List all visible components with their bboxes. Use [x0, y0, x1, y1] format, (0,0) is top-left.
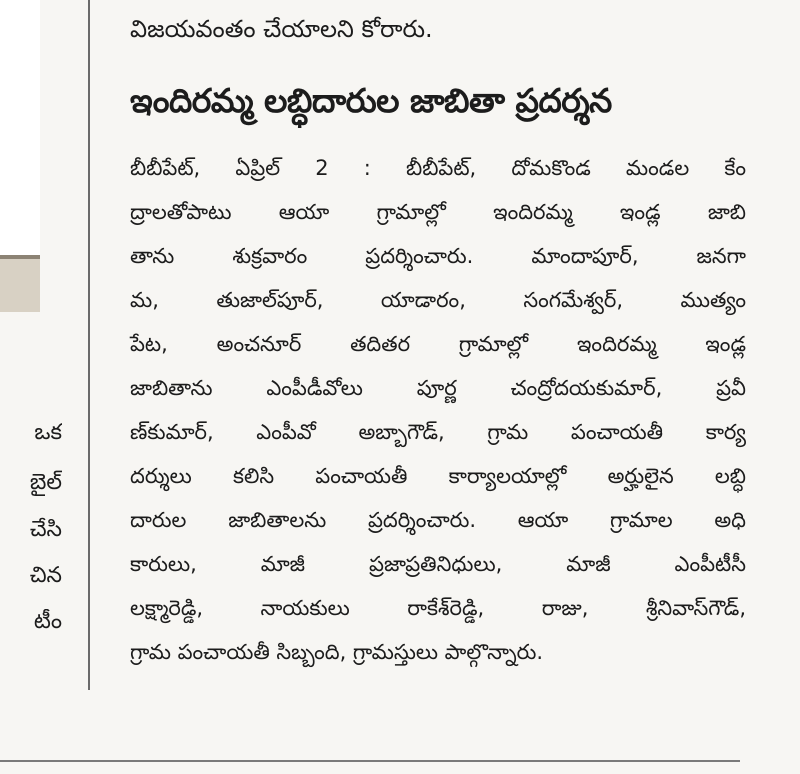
left-column-fragment: చిన [29, 563, 62, 588]
article-line: జాబితాను ఎంపీడీవోలు పూర్ణ చంద్రోదయకుమార్, ప్రవీ [130, 376, 746, 400]
left-column-fragment: టీం [33, 609, 62, 634]
photo-highlight [0, 0, 40, 259]
column-divider [88, 0, 90, 690]
left-column-fragment: చేసి [29, 517, 62, 542]
article-headline: ఇందిరమ్మ లబ్ధిదారుల జాబితా ప్రదర్శన [130, 81, 612, 120]
previous-article-last-line: విజయవంతం చేయాలని కోరారు. [130, 15, 433, 43]
article-line: పేట, అంచనూర్ తదితర గ్రామాల్లో ఇందిరమ్మ ఇండ్ల [130, 332, 746, 356]
photo-shadow [0, 259, 40, 312]
article-line: కారులు, మాజీ ప్రజాప్రతినిధులు, మాజీ ఎంపీటీసీ [130, 552, 746, 576]
left-column-fragment: ఒక [34, 420, 62, 445]
article-line: బీబీపేట్, ఏప్రిల్ 2 : బీబీపేట్, దోమకొండ మండల కేం [130, 156, 746, 180]
article-body [130, 146, 746, 674]
left-column-fragment: బైల్ [29, 470, 62, 495]
article-line: మ, తుజాల్‌పూర్, యాడారం, సంగమేశ్వర్, ముత్యం [130, 288, 746, 312]
article-line: దర్శులు కలిసి పంచాయతీ కార్యాలయాల్లో అర్హులైన లబ్ధి [130, 464, 746, 488]
article-line: లక్ష్మారెడ్డి, నాయకులు రాకేశ్‌రెడ్డి, రాజు, శ్రీనివాస్‌గౌడ్, [130, 596, 746, 620]
article-line: తాను శుక్రవారం ప్రదర్శించారు. మాందాపూర్, జనగా [130, 244, 746, 268]
article-line: ణ్‌కుమార్, ఎంపీవో అబ్బాగౌడ్, గ్రామ పంచాయతీ కార్య [130, 420, 746, 444]
article-line: దారుల జాబితాలను ప్రదర్శించారు. ఆయా గ్రామాల అధి [130, 508, 746, 532]
article-line: ద్రాలతోపాటు ఆయా గ్రామాల్లో ఇందిరమ్మ ఇండ్ల జాబి [130, 200, 746, 224]
article-line: గ్రామ పంచాయతీ సిబ్బంది, గ్రామస్తులు పాల్గొన్నారు. [130, 640, 544, 664]
bottom-rule [0, 760, 740, 762]
neighbour-photo [0, 0, 40, 312]
